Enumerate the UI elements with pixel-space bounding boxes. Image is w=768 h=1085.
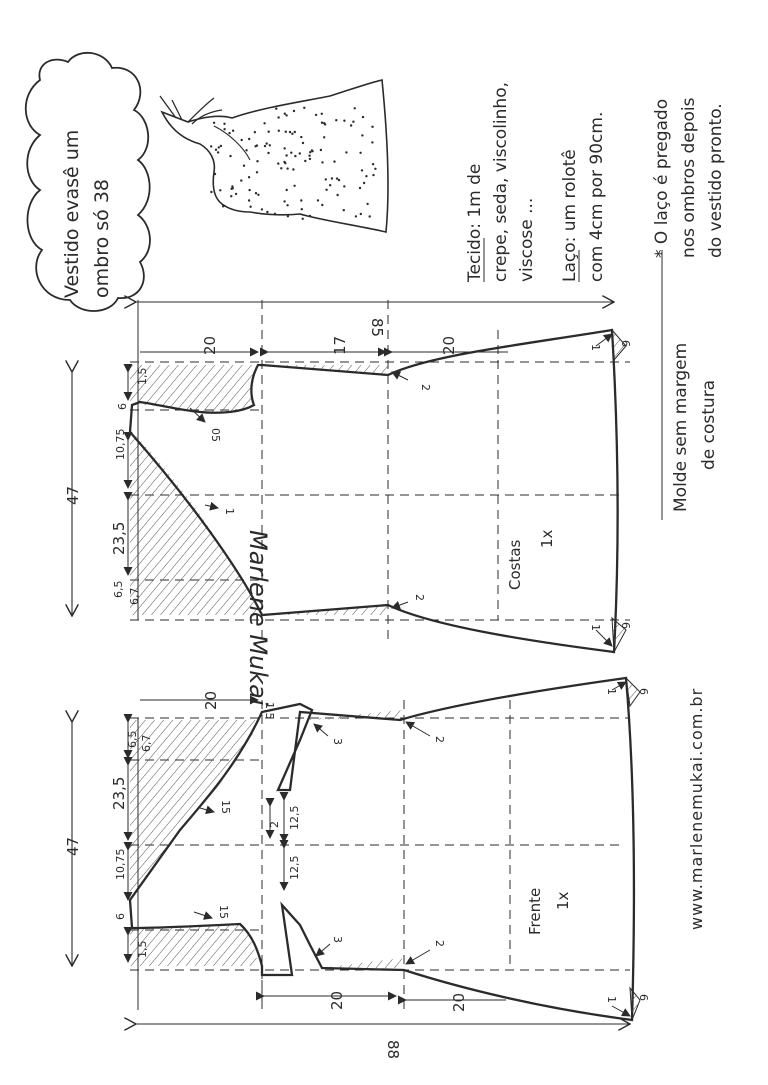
fabric-line3: viscose ... xyxy=(517,197,537,282)
polka-dot xyxy=(266,211,268,213)
svg-text:1,5 xyxy=(136,368,149,386)
polka-dot xyxy=(223,128,225,130)
polka-dot xyxy=(366,203,368,205)
svg-text:85 xyxy=(368,318,386,337)
front-side-top-b: 6,7 xyxy=(140,734,153,752)
front-shoulder-strap: 1,5 xyxy=(136,940,149,958)
svg-text:47 xyxy=(64,486,82,505)
polka-dot xyxy=(352,121,354,123)
back-width: 47 xyxy=(64,485,82,505)
back-shoulder-drop: 6 xyxy=(116,403,129,410)
polka-dot xyxy=(261,208,263,210)
polka-dot xyxy=(338,179,340,181)
front-dart-side-bottom: 3 xyxy=(331,936,344,943)
polka-dot xyxy=(214,173,216,175)
polka-dot xyxy=(325,189,327,191)
polka-dot xyxy=(231,185,233,187)
bow-note-line2: nos ombros depois xyxy=(679,97,699,258)
svg-text:Frente xyxy=(526,888,544,935)
polka-dot xyxy=(213,122,215,124)
front-count: 1x xyxy=(554,891,572,910)
polka-dot xyxy=(363,182,365,184)
seam-line1: Molde sem margem xyxy=(671,342,691,512)
back-waist-in-top: 2 xyxy=(419,384,432,391)
polka-dot xyxy=(323,136,325,138)
front-piece xyxy=(64,678,650,1059)
front-dart-b: 12,5 xyxy=(288,855,301,880)
svg-text:6 xyxy=(114,913,127,920)
polka-dot xyxy=(343,209,345,211)
polka-dot xyxy=(217,151,219,153)
polka-dot xyxy=(215,149,217,151)
svg-text:* O laço é pregado xyxy=(652,99,672,258)
back-hem-rise-top: 1 xyxy=(589,344,602,351)
polka-dot xyxy=(210,145,212,147)
polka-dot xyxy=(268,131,270,133)
polka-dot xyxy=(321,113,323,115)
polka-dot xyxy=(360,213,362,215)
back-armhole-curve: 05 xyxy=(209,428,222,442)
polka-dot xyxy=(289,131,291,133)
polka-dot xyxy=(325,178,327,180)
svg-text:www.marlenemukai.com.br xyxy=(687,688,706,930)
front-hem-rise-bottom: 1 xyxy=(605,996,618,1003)
svg-text:1 xyxy=(605,688,618,695)
polka-dot xyxy=(374,168,376,170)
polka-dot xyxy=(291,133,293,135)
back-neck-offset: 1 xyxy=(223,508,236,515)
polka-dot xyxy=(210,191,212,193)
polka-dot xyxy=(317,199,319,201)
svg-text:15 xyxy=(217,905,230,919)
svg-text:10,75 xyxy=(114,429,127,461)
svg-text:6,5 xyxy=(112,581,125,599)
bow-note-line3: do vestido pronto. xyxy=(706,103,726,258)
polka-dot xyxy=(343,185,345,187)
polka-dot xyxy=(371,126,373,128)
svg-text:3 xyxy=(331,738,344,745)
front-hem-rise-top: 1 xyxy=(605,688,618,695)
polka-dot xyxy=(359,152,361,154)
polka-dot xyxy=(285,114,287,116)
svg-text:6 xyxy=(637,688,650,695)
polka-dot xyxy=(302,218,304,220)
polka-dot xyxy=(372,174,374,176)
svg-text:2 xyxy=(433,940,446,947)
polka-dot xyxy=(369,215,371,217)
front-neck-edge: 1,5 xyxy=(263,702,276,720)
svg-text:6 xyxy=(619,622,632,629)
polka-dot xyxy=(359,187,361,189)
fabric-line1: Tecido: 1m de xyxy=(465,163,485,282)
back-label: Costas xyxy=(506,539,524,590)
svg-text:6 xyxy=(116,403,129,410)
polka-dot xyxy=(324,123,326,125)
front-dart-side-top: 3 xyxy=(331,738,344,745)
polka-dot xyxy=(345,151,347,153)
svg-text:1 xyxy=(589,344,602,351)
polka-dot xyxy=(222,205,224,207)
svg-text:nos ombros depois xyxy=(679,97,699,258)
polka-dot xyxy=(267,152,269,154)
polka-dot xyxy=(293,185,295,187)
back-armhole-depth: 20 xyxy=(201,335,219,355)
polka-dot xyxy=(255,192,257,194)
front-hem-flare-top: 6 xyxy=(637,688,650,695)
front-waist-in-top: 2 xyxy=(433,736,446,743)
polka-dot xyxy=(287,215,289,217)
back-shoulder-strap: 1,5 xyxy=(136,367,149,385)
back-waist-in-bottom: 2 xyxy=(413,594,426,601)
polka-dot xyxy=(283,200,285,202)
polka-dot xyxy=(299,152,301,154)
svg-text:1x xyxy=(554,891,572,910)
polka-dot xyxy=(304,160,306,162)
svg-text:1x xyxy=(538,529,556,548)
svg-text:2 xyxy=(413,594,426,601)
polka-dot xyxy=(331,177,333,179)
svg-text:1 xyxy=(589,624,602,631)
svg-text:do vestido pronto. xyxy=(706,103,726,258)
polka-dot xyxy=(335,119,337,121)
polka-dot xyxy=(241,139,243,141)
svg-text:6,5 xyxy=(126,731,139,749)
svg-text:6,7 xyxy=(140,735,153,753)
svg-text:viscose ... xyxy=(517,198,537,282)
polka-dot xyxy=(309,151,311,153)
polka-dot xyxy=(283,161,285,163)
svg-text:6,7 xyxy=(128,588,141,606)
polka-dot xyxy=(286,189,288,191)
svg-text:Tecido: 1m de xyxy=(465,164,485,283)
polka-dot xyxy=(303,107,305,109)
svg-text:20 xyxy=(440,336,458,355)
polka-dot xyxy=(275,108,277,110)
svg-text:23,5 xyxy=(110,522,128,555)
polka-dot xyxy=(243,165,245,167)
polka-dot xyxy=(248,199,250,201)
polka-dot xyxy=(309,215,311,217)
back-piece xyxy=(64,300,632,652)
polka-dot xyxy=(280,167,282,169)
svg-text:6 xyxy=(619,340,632,347)
polka-dot xyxy=(290,152,292,154)
front-shoulder-drop: 6 xyxy=(114,913,127,920)
front-hem-flare-bottom: 6 xyxy=(637,994,650,1001)
front-armhole-depth-b: 20 xyxy=(328,990,346,1010)
back-hem-flare-top: 6 xyxy=(619,340,632,347)
polka-dot xyxy=(293,110,295,112)
polka-dot xyxy=(315,114,317,116)
polka-dot xyxy=(284,147,286,149)
svg-text:com 4cm por 90cm. xyxy=(587,112,607,282)
front-dart-a: 12,5 xyxy=(288,805,301,830)
svg-text:Costas xyxy=(506,539,524,590)
front-waist-depth: 20 xyxy=(450,992,468,1012)
svg-text:de costura xyxy=(699,380,719,470)
svg-text:6 xyxy=(637,994,650,1001)
back-count: 1x xyxy=(538,529,556,548)
svg-text:17 xyxy=(331,336,349,355)
front-neck-depth: 23,5 xyxy=(110,776,128,810)
back-hem-flare-bottom: 6 xyxy=(619,622,632,629)
polka-dot xyxy=(294,155,296,157)
front-neck-curve-b: 15 xyxy=(217,905,230,919)
svg-text:crepe, seda, viscolinho, xyxy=(491,82,511,282)
svg-text:Marlene Mukai xyxy=(244,530,272,706)
svg-text:2 xyxy=(268,821,281,828)
fabric-line2: crepe, seda, viscolinho, xyxy=(491,82,511,282)
svg-text:1,5 xyxy=(136,941,149,959)
polka-dot xyxy=(362,116,364,118)
front-length: 88 xyxy=(384,1040,402,1060)
bow-line1: Laço: um rolotê xyxy=(560,149,580,282)
svg-text:Vestido evasê um xyxy=(61,130,83,298)
polka-dot xyxy=(284,113,286,115)
polka-dot xyxy=(232,130,234,132)
polka-dot xyxy=(333,160,335,162)
polka-dot xyxy=(365,175,367,177)
svg-text:1 xyxy=(223,508,236,515)
polka-dot xyxy=(240,179,242,181)
polka-dot xyxy=(300,136,302,138)
polka-dot xyxy=(230,195,232,197)
polka-dot xyxy=(361,169,363,171)
polka-dot xyxy=(361,134,363,136)
polka-dot xyxy=(245,149,247,151)
seam-line2: de costura xyxy=(699,379,719,470)
polka-dot xyxy=(248,176,250,178)
svg-text:Molde sem margem xyxy=(671,343,691,512)
signature xyxy=(244,530,272,706)
polka-dot xyxy=(308,155,310,157)
polka-dot xyxy=(286,204,288,206)
polka-dot xyxy=(223,123,225,125)
title-cloud xyxy=(26,53,150,311)
svg-text:1 xyxy=(605,996,618,1003)
polka-dot xyxy=(309,158,311,160)
polka-dot xyxy=(354,107,356,109)
polka-dot xyxy=(321,122,323,124)
back-side-top-b: 6,7 xyxy=(128,587,141,605)
polka-dot xyxy=(311,149,313,151)
back-neck-width: 10,75 xyxy=(114,428,127,460)
polka-dot xyxy=(248,138,250,140)
svg-text:12,5 xyxy=(288,806,301,831)
svg-text:2 xyxy=(419,384,432,391)
svg-text:20 xyxy=(328,991,346,1010)
svg-text:15 xyxy=(219,800,232,814)
front-neck-curve-a: 15 xyxy=(219,800,232,814)
title-line1: Vestido evasê um xyxy=(61,129,83,298)
polka-dot xyxy=(343,120,345,122)
back-side-top: 6,5 xyxy=(112,580,125,598)
svg-text:23,5 xyxy=(110,777,128,810)
back-length: 85 xyxy=(368,318,386,338)
notes xyxy=(465,82,726,520)
bow-note-line1: * O laço é pregado xyxy=(652,98,672,258)
svg-text:10,75 xyxy=(114,849,127,881)
polka-dot xyxy=(256,160,258,162)
svg-text:ombro só 38 xyxy=(91,179,113,298)
svg-text:12,5 xyxy=(288,856,301,881)
polka-dot xyxy=(277,116,279,118)
polka-dot xyxy=(301,208,303,210)
back-neck-depth: 23,5 xyxy=(110,521,128,555)
polka-dot xyxy=(372,163,374,165)
polka-dot xyxy=(292,168,294,170)
front-width: 47 xyxy=(64,836,82,856)
polka-dot xyxy=(256,171,258,173)
front-label: Frente xyxy=(526,887,544,935)
polka-dot xyxy=(300,199,302,201)
polka-dot xyxy=(285,131,287,133)
polka-dot xyxy=(249,206,251,208)
polka-dot xyxy=(254,131,256,133)
polka-dot xyxy=(336,177,338,179)
svg-text:88 xyxy=(384,1040,402,1059)
back-hip-depth: 20 xyxy=(440,335,458,355)
svg-text:3 xyxy=(331,936,344,943)
polka-dot xyxy=(286,167,288,169)
polka-dot xyxy=(274,213,276,215)
polka-dot xyxy=(294,131,296,133)
polka-dot xyxy=(264,145,266,147)
website-text: www.marlenemukai.com.br xyxy=(687,687,706,930)
svg-text:20 xyxy=(202,691,220,710)
polka-dot xyxy=(321,204,323,206)
polka-dot xyxy=(219,189,221,191)
polka-dot xyxy=(336,194,338,196)
polka-dot xyxy=(277,162,279,164)
polka-dot xyxy=(269,144,271,146)
signature-text: Marlene Mukai xyxy=(244,530,272,706)
svg-text:20 xyxy=(450,993,468,1012)
svg-text:47 xyxy=(64,837,82,856)
bow-line2: com 4cm por 90cm. xyxy=(587,111,607,282)
polka-dot xyxy=(371,141,373,143)
back-waist-depth: 17 xyxy=(331,335,349,355)
polka-dot xyxy=(218,146,220,148)
polka-dot xyxy=(220,145,222,147)
polka-dot xyxy=(278,130,280,132)
polka-dot xyxy=(256,144,258,146)
polka-dot xyxy=(285,154,287,156)
svg-text:05 xyxy=(209,428,222,442)
polka-dot xyxy=(321,161,323,163)
svg-text:2 xyxy=(433,736,446,743)
polka-dot xyxy=(248,189,250,191)
polka-dot xyxy=(320,149,322,151)
dress-sketch xyxy=(160,80,388,232)
polka-dot xyxy=(263,122,265,124)
polka-dot xyxy=(329,184,331,186)
polka-dot xyxy=(355,215,357,217)
svg-text:Laço: um rolotê xyxy=(560,149,580,282)
svg-text:20 xyxy=(201,336,219,355)
back-hem-rise-bottom: 1 xyxy=(589,624,602,631)
front-side-top: 6,5 xyxy=(126,730,139,748)
front-dart-gap: 2 xyxy=(268,821,281,828)
title-line2: ombro só 38 xyxy=(91,179,113,298)
polka-dot xyxy=(350,124,352,126)
front-neck-width: 10,75 xyxy=(114,848,127,880)
polka-dot xyxy=(235,193,237,195)
polka-dot xyxy=(257,194,259,196)
front-armhole-depth: 20 xyxy=(202,690,220,710)
polka-dot xyxy=(266,142,268,144)
polka-dot xyxy=(229,155,231,157)
polka-dot xyxy=(302,142,304,144)
front-waist-in-bottom: 2 xyxy=(433,940,446,947)
polka-dot xyxy=(228,132,230,134)
